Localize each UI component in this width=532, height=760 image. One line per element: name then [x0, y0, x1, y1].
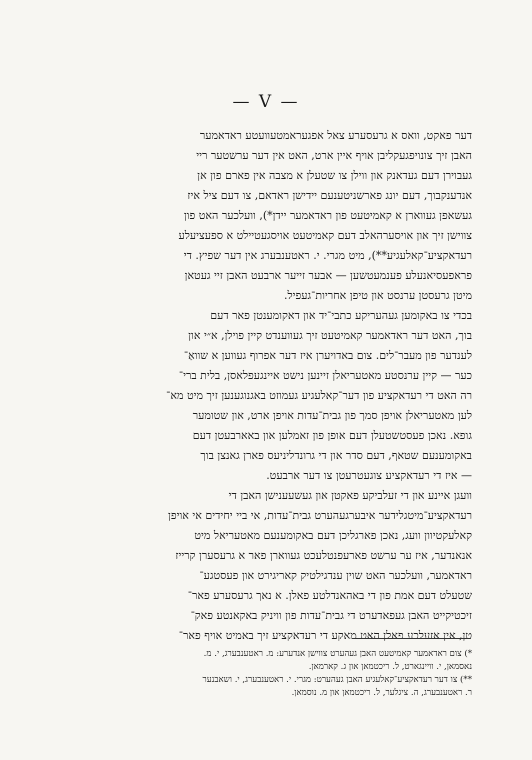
paragraph-3 [62, 486, 472, 646]
footnote-line: *) צום ראדאמער קאמיטעט האבן געהערט צווישן אנדערע: מ. ראטענבערג, י. מ. [203, 649, 472, 659]
paragraph-2 [62, 306, 472, 486]
body-text [62, 126, 472, 646]
page-number: — V — [232, 92, 300, 112]
paragraph-1 [62, 126, 472, 306]
text-line: כער — קיין ערנסטע מאטעריאלן זיינען נישט איינגעפלאסן, בלית ברי־ [178, 369, 472, 382]
text-line: מיטן גרעסטן ערנסט און טיפן אחריות־געפיל. [284, 289, 472, 302]
text-line: אנאנדער, איז ער ערשט פארעפנטלעכט געווארן פאר א גרעסערן קרייז [175, 549, 472, 562]
text-line: וועגן איינע און די זעלביקע פאקטן און געשעענישן האבן די [228, 489, 472, 502]
footnotes [62, 648, 472, 700]
text-line: שטעלט דעם אמת פון די באהאנדלטע פאלן. א נאך גרעסערע פאר־ [187, 589, 472, 602]
text-line: דער פאקט, וואס א גרעסערע צאל אפגעראמטעוועטע ראדאמער [199, 129, 472, 142]
text-line: קאלעקטיוון וועג, נאכן פארגליכן דעם באקומענעם מאטעריאל מיט [194, 529, 472, 542]
text-line: פראפעסיאנעלע פענמעטשען — אבער זייער ארבעט האבן זיי געטאן [184, 269, 472, 282]
text-line: — איז די רעדאקציע צוגעטרעטן צו דער ארבעט. [266, 469, 472, 482]
text-line: געשאפן געווארן א קאמיטעט פון ראדאמער יידן*), וועלכער האט פון [183, 209, 472, 222]
text-line: זיכטיקייט האבן געפאדערט די גבית־עדות פון וויניק באקאנטע פאק־ [190, 609, 472, 622]
text-line: באקומענעם שטאף, דעם סדר און די גרונדליניעס פארן גאנצן בוך [200, 449, 472, 462]
text-line: בכדי צו באקומען געהעריקע כתבי־יד און דאקומענטן פאר דעם [210, 309, 472, 322]
footnote-line: נאסמאן, י. וויינגארט, ל. ריכטמאן און ג. קארמאן. [308, 662, 472, 672]
text-line: האבן זיך צונויפגעקליבן אויף איין ארט, האט אין דער ערשטער ריי [196, 149, 472, 162]
text-line: בוך, האט דער ראדאמער קאמיטעט זיך געווענדט קיין פוילן, א״י און [188, 329, 472, 342]
text-line: גופא. נאכן פעסטשטעלן דעם אופן פון זאמלען און באארבעטן דעם [192, 429, 472, 442]
text-line: לען מאטעריאלן אויפן סמך פון גבית־עדות אויפן ארט, און שטומער [192, 409, 472, 422]
text-line: ראדאמער, וועלכער האט שוין ענדגילטיק קאריגירט און פעסטגע־ [199, 569, 472, 582]
text-line: צווישן זיך און אויסערהאלב דעם קאמיטעט אויסגעטיילט א ספעציעלע [178, 229, 472, 242]
footnote-line: ר. ראטענבערג, ה. ציגלער, ל. ריכטמאן און מ. נוסמאן. [291, 688, 472, 698]
text-line: לענדער פון מעבר־לים. צום באדויערן איז דער אפרוף געווען א שוואַ־ [183, 349, 472, 362]
text-line: אנדענקבוך, דעם יונג פארשניטענעם יידישן ראדאם, צו דעם ציל איז [187, 189, 472, 202]
text-line: רעדאקציע־קאלעגיע**), מיט מגרי. י. ראטענבערג אין דער שפיץ. די [183, 249, 472, 262]
footnote-divider [352, 638, 470, 639]
text-line: רה האט די רעדאקציע פון דער־קאלעגיע געמוזט באגנוגענען זיך מיט מא־ [166, 389, 472, 402]
text-line: טן, אין אזעלכע פאלן האט מאקע די רעדאקציע זיך באמיט אויף פאר־ [178, 629, 472, 642]
text-line: רעדאקציע־מיטגלידער איבערגעהערט גבית־עדות, אי ביי יחידים אי אויפן [168, 509, 472, 522]
text-line: געבוירן דעם געדאנק און ווילן צו שטעלן א מצבה אין פארם פון אן [197, 169, 472, 182]
footnote-line: **) צו דער רעדאקציע־קאלעגיע האבן געהערט: מגרי. י. ראטענבערג, י. ושאבנער [202, 675, 472, 685]
